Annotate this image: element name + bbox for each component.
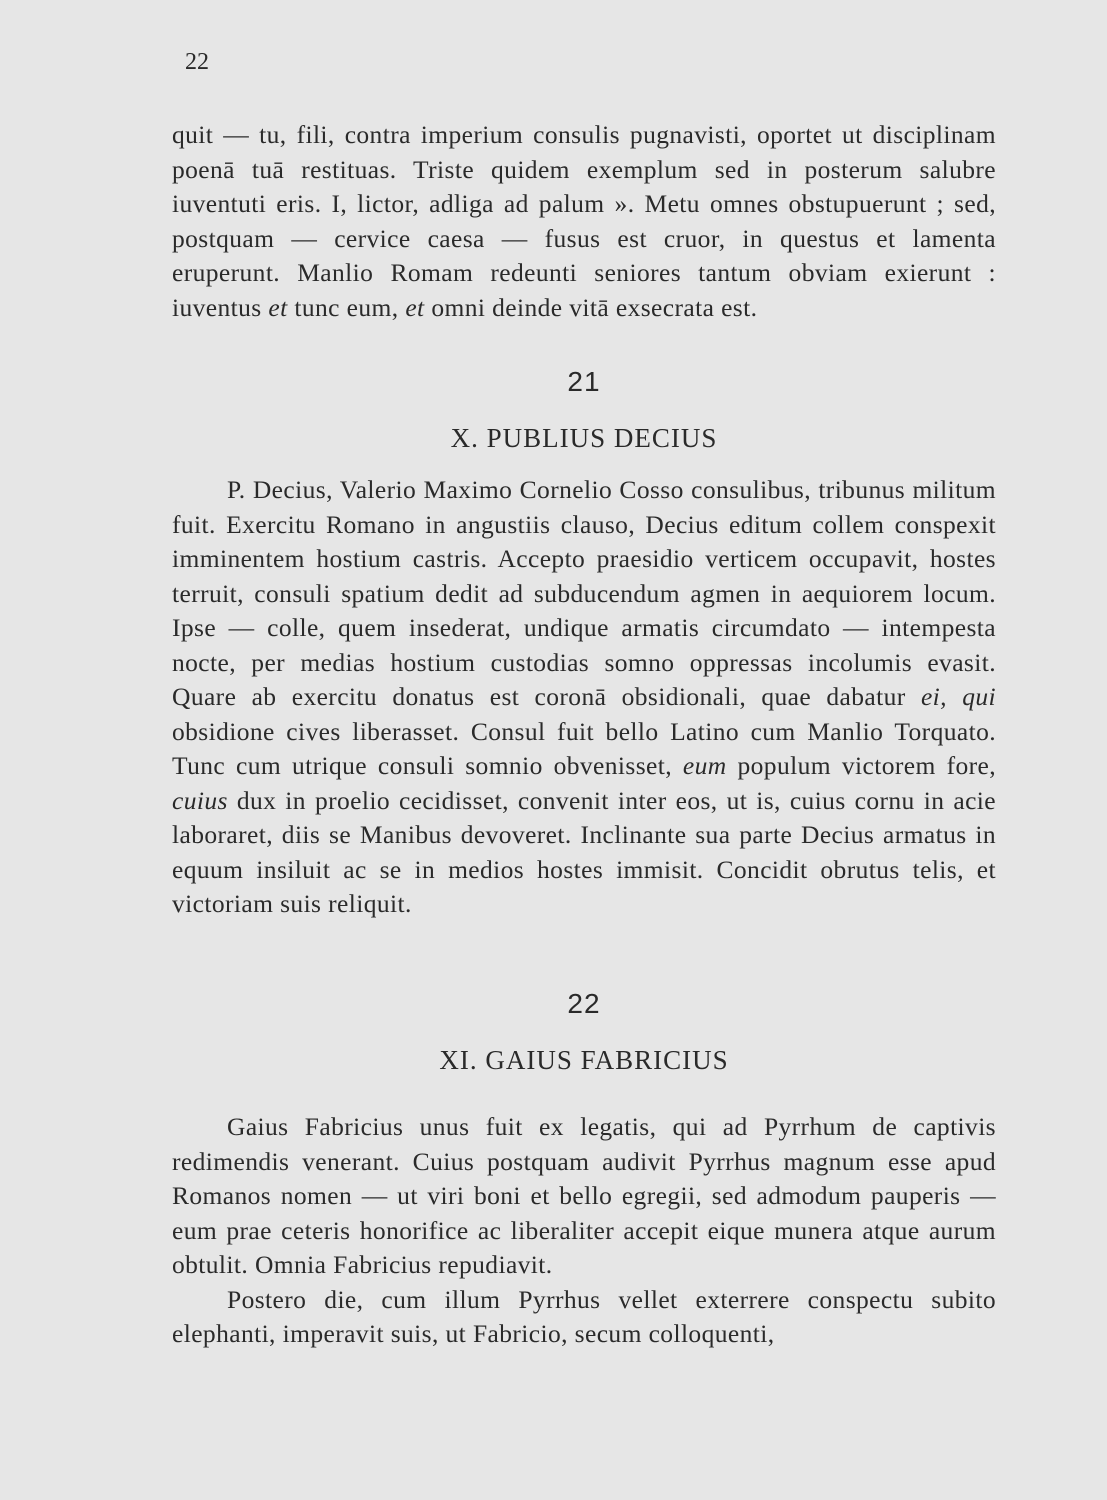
continuation-paragraph (172, 118, 996, 325)
text-run: obsidione cives liberasset. Consul fuit bello Latino cum Manlio Torquato. Tunc cum utrique consuli somnio obvenisset, (172, 716, 996, 780)
text-run: omni deinde vitā exsecrata est. (431, 292, 758, 322)
text-run: populum victorem fore, (737, 751, 996, 780)
italic-run: et (405, 292, 425, 322)
chapter-22-title: XI. GAIUS FABRICIUS (439, 1045, 729, 1075)
chapter-21-number: 21 (567, 366, 601, 397)
page-number: 22 (185, 49, 209, 75)
text-run: quit — tu, fili, contra imperium consulis pugnavisti, oportet ut disciplinam poenā tuā restituas. Triste quidem exemplum sed in posterum salubre iuventuti eris. I, lictor, adliga ad palum ». Metu omnes obstupuerunt ; sed, postquam — cervice caesa — fusus est cruor, in questus et lamenta eruperunt. Manlio Romam redeunti seniores tantum obviam exierunt : iuventus (172, 120, 996, 322)
chapter-21-title: X. PUBLIUS DECIUS (450, 423, 718, 453)
chapter-22-paragraph-2: Postero die, cum illum Pyrrhus vellet exterrere conspectu subito elephanti, imperavit suis, ut Fabricio, secum colloquenti, (172, 1284, 996, 1348)
italic-run: cuius (172, 785, 228, 815)
chapter-22-number: 22 (567, 988, 601, 1019)
chapter-22-paragraph-1: Gaius Fabricius unus fuit ex legatis, qui ad Pyrrhum de captivis redimendis venerant. Cuius postquam audivit Pyrrhus magnum esse apud Romanos nomen — ut viri boni et bello egregii, sed admodum pauperis — eum prae ceteris honorifice ac liberaliter accepit eique munera atque aurum obtulit. Omnia Fabricius repudiavit. (172, 1112, 996, 1279)
italic-run: eum (682, 751, 727, 780)
italic-run: et (268, 292, 288, 322)
text-run: tunc eum, (294, 292, 399, 322)
chapter-21-paragraph (172, 473, 996, 922)
chapter-22-paragraphs (172, 1110, 996, 1352)
text-run: P. Decius, Valerio Maximo Cornelio Cosso consulibus, tribunus militum fuit. Exercitu Romano in angustiis clauso, Decius editum collem conspexit imminentem hostium castris. Accepto praesidio verticem occupavit, hostes terruit, consuli spatium dedit ad subducendum agmen in aequiorem locum. Ipse — colle, quem insederat, undique armatis circumdato — intempesta nocte, per medias hostium custodias somno oppressas incolumis evasit. Quare ab exercitu donatus est coronā obsidionali, quae dabatur (172, 475, 996, 711)
italic-run: ei, qui (920, 682, 996, 711)
text-run: dux in proelio cecidisset, convenit inter eos, ut is, cuius cornu in acie laboraret, diis se Manibus devoveret. Inclinante sua parte Decius armatus in equum insiluit ac se in medios hostes immisit. Concidit obrutus telis, et victoriam suis reliquit. (172, 785, 996, 918)
